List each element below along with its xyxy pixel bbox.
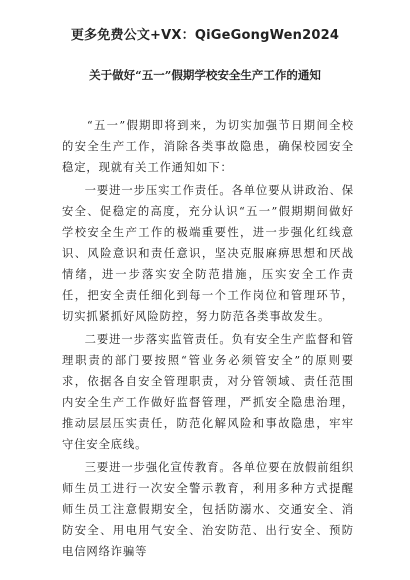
paragraph-1: 一要进一步压实工作责任。各单位要从讲政治、保安全、促稳定的高度，充分认识“五一”假期期间做好学校安全生产工作的极端重要性，进一步强化红线意识、风险意识和责任意识，坚决克服麻痹思想和厌战情绪，进一步落实安全防范措施，压实安全工作责任，把安全责任细化到每一个工作岗位和管理环节，切实抓紧抓好风险防控，努力防范各类事故发生。 bbox=[62, 184, 354, 323]
intro-paragraph: “五一”假期即将到来，为切实加强节日期间全校的安全生产工作，消除各类事故隐患，确保校园安全稳定，现就有关工作通知如下： bbox=[62, 119, 354, 174]
document-title: 关于做好“五一”假期学校安全生产工作的通知 bbox=[89, 68, 321, 82]
document-body bbox=[62, 115, 354, 564]
paragraph-3: 三要进一步强化宣传教育。各单位要在放假前组织师生员工进行一次安全警示教育，利用多种方式提醒师生员工注意假期安全，包括防溺水、交通安全、消防安全、用电用气安全、治安防范、出行安全、预防电信网络诈骗等 bbox=[62, 461, 354, 558]
promo-header: 更多免费公文+VX：QiGeGongWen2024 bbox=[70, 28, 340, 43]
paragraph-2: 二要进一步落实监管责任。负有安全生产监督和管理职责的部门要按照“管业务必须管安全”的原则要求，依据各自安全管理职责，对分管领域、责任范围内安全生产工作做好监督管理，严抓安全隐患治理，推动层层压实责任，防范化解风险和事故隐患，牢牢守住安全底线。 bbox=[62, 333, 354, 451]
